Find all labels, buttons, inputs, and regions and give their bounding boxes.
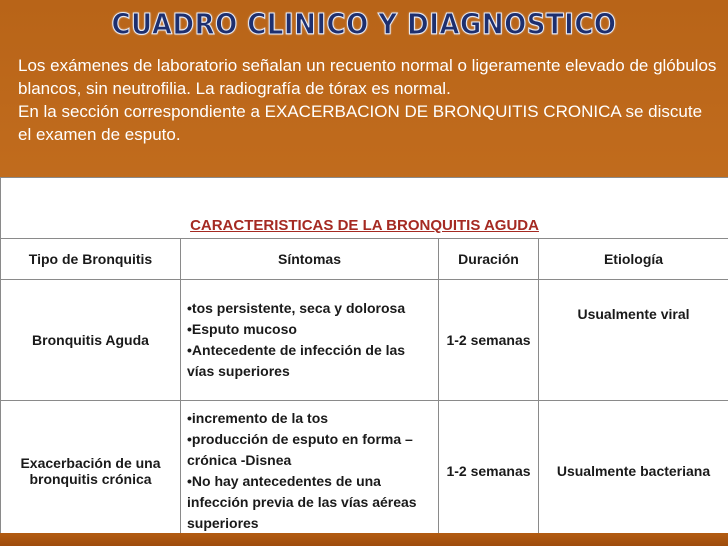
cell-duration: 1-2 semanas: [439, 401, 539, 542]
intro-paragraph-2: En la sección correspondiente a EXACERBACION DE BRONQUITIS CRONICA se discute el examen de esputo.: [18, 102, 703, 144]
characteristics-table: [0, 177, 728, 533]
symptom-item: • producción de esputo en forma – crónica -Disnea: [187, 429, 434, 471]
cell-etiology: Usualmente viral: [539, 280, 728, 401]
table-caption: CARACTERISTICAS DE LA BRONQUITIS AGUDA: [190, 217, 539, 234]
cell-symptoms: [181, 280, 439, 401]
bottom-bar: [0, 533, 728, 546]
cell-type: Exacerbación de una bronquitis crónica: [1, 401, 181, 542]
symptom-item: • Antecedente de infección de las vías superiores: [187, 340, 434, 382]
table-row: [1, 280, 728, 401]
header-symptoms: Síntomas: [181, 239, 439, 280]
cell-type: Bronquitis Aguda: [1, 280, 181, 401]
symptom-item: • incremento de la tos: [187, 408, 434, 429]
symptom-item: • tos persistente, seca y dolorosa: [187, 298, 434, 319]
symptom-item: • No hay antecedentes de una infección previa de las vías aéreas superiores: [187, 471, 434, 534]
cell-duration: 1-2 semanas: [439, 280, 539, 401]
intro-paragraph-1: Los exámenes de laboratorio señalan un recuento normal o ligeramente elevado de glóbulos blancos, sin neutrofilia. La radiografía de tórax es normal.: [18, 56, 717, 98]
table-caption-cell: [1, 178, 728, 239]
cell-etiology: Usualmente bacteriana: [539, 401, 728, 542]
table-row: [1, 401, 728, 542]
header-type: Tipo de Bronquitis: [1, 239, 181, 280]
intro-text: [18, 54, 718, 146]
slide-title: CUADRO CLINICO Y DIAGNOSTICO: [111, 8, 617, 42]
cell-symptoms: [181, 401, 439, 542]
header-duration: Duración: [439, 239, 539, 280]
bronchitis-table: [0, 177, 728, 542]
table-header-row: [1, 239, 728, 280]
header-etiology: Etiología: [539, 239, 728, 280]
symptom-item: • Esputo mucoso: [187, 319, 434, 340]
